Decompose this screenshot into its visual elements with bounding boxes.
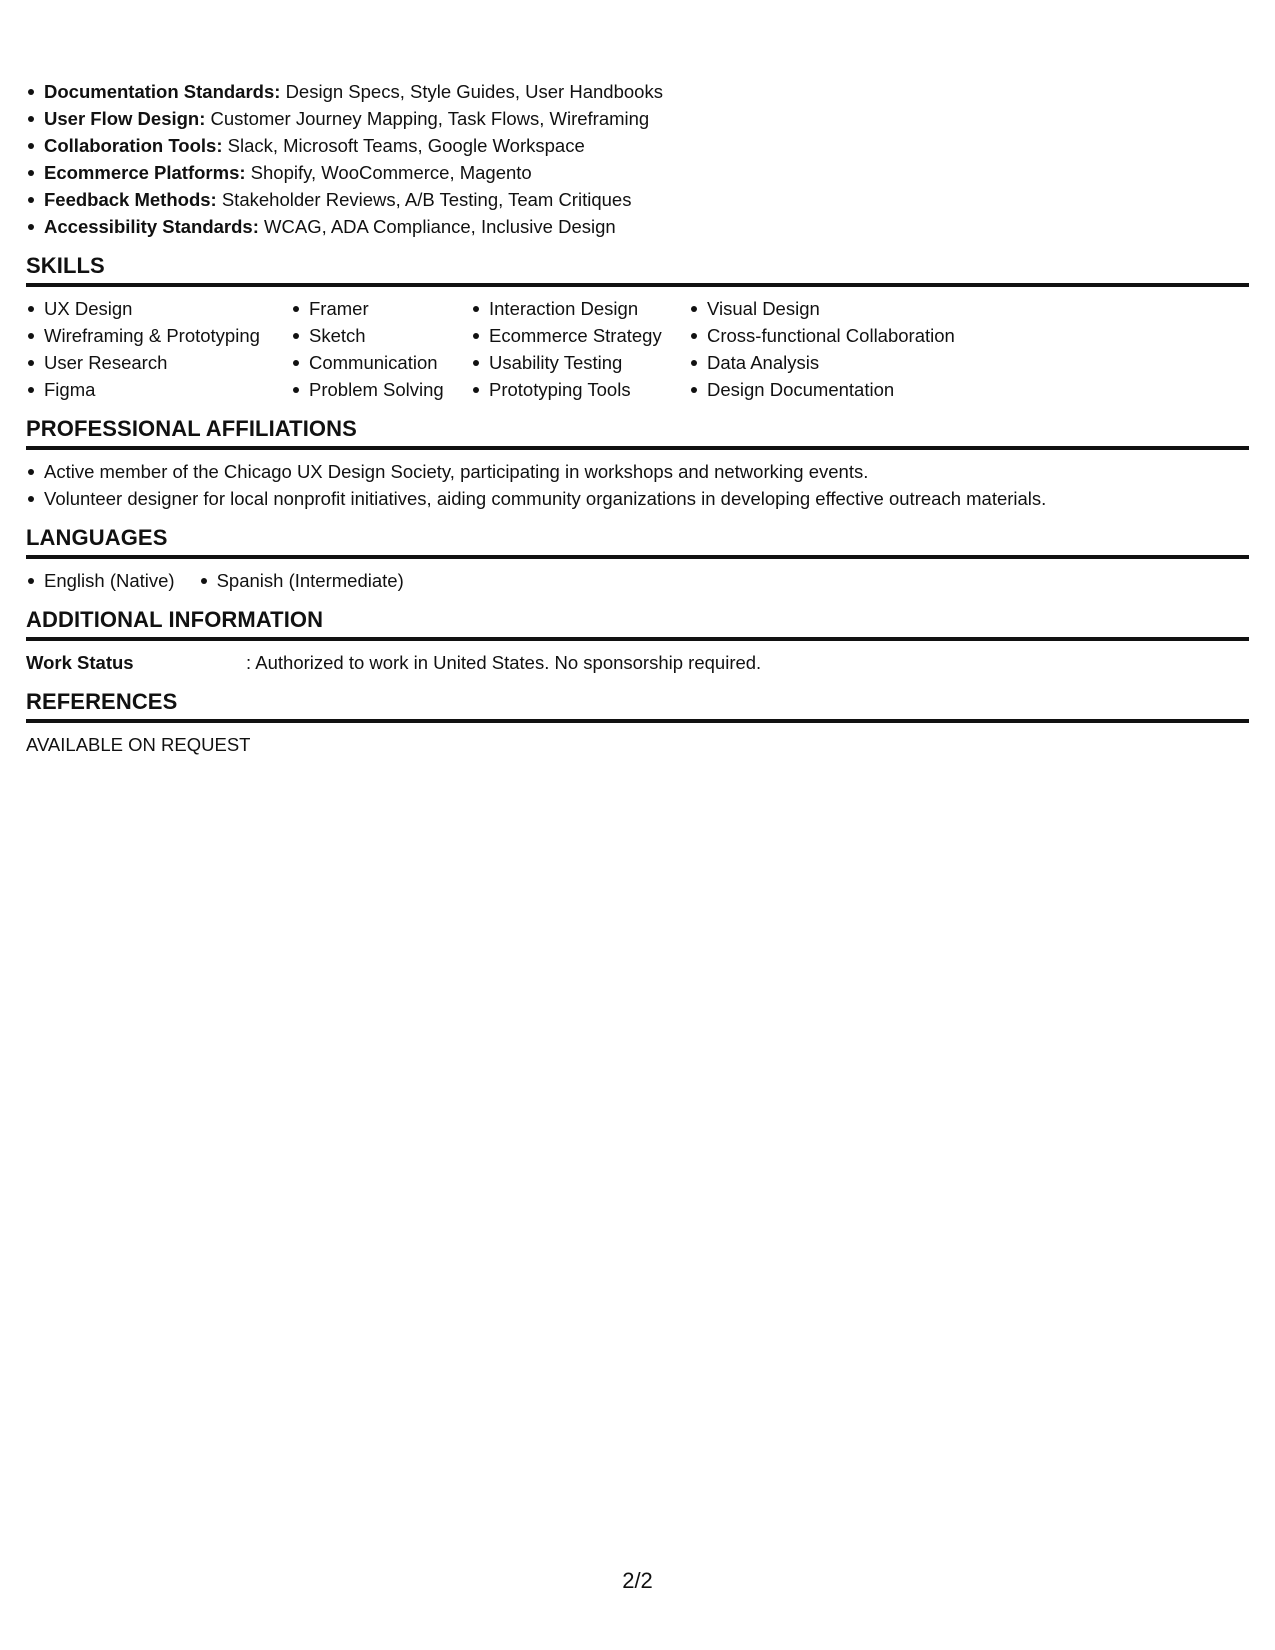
skill-item: Sketch xyxy=(291,322,471,349)
skill-item: Usability Testing xyxy=(471,349,689,376)
affiliation-item: Active member of the Chicago UX Design Society, participating in workshops and networking events. xyxy=(26,458,1249,485)
skill-item: Visual Design xyxy=(689,295,989,322)
item-value: Stakeholder Reviews, A/B Testing, Team Critiques xyxy=(221,189,632,210)
item-value: Customer Journey Mapping, Task Flows, Wireframing xyxy=(210,108,650,129)
section-heading-references: REFERENCES xyxy=(26,676,1249,723)
item-label: User Flow Design: xyxy=(44,108,206,129)
list-item xyxy=(26,105,1249,132)
section-heading-languages: LANGUAGES xyxy=(26,512,1249,559)
skills-section xyxy=(26,240,1249,403)
list-item xyxy=(26,132,1249,159)
skill-item: Cross-functional Collaboration xyxy=(689,322,989,349)
item-label: Accessibility Standards: xyxy=(44,216,259,237)
skill-item: UX Design xyxy=(26,295,291,322)
skills-column xyxy=(471,295,689,403)
languages-list xyxy=(26,559,1249,594)
languages-section xyxy=(26,512,1249,594)
skills-column xyxy=(26,295,291,403)
skill-item: Design Documentation xyxy=(689,376,989,403)
list-item xyxy=(26,186,1249,213)
language-item: English (Native) xyxy=(26,567,175,594)
skill-item: Figma xyxy=(26,376,291,403)
list-item xyxy=(26,78,1249,105)
affiliations-list xyxy=(26,450,1249,512)
skill-item: Ecommerce Strategy xyxy=(471,322,689,349)
item-value: Design Specs, Style Guides, User Handbooks xyxy=(285,81,663,102)
item-value: WCAG, ADA Compliance, Inclusive Design xyxy=(264,216,616,237)
item-value: Shopify, WooCommerce, Magento xyxy=(250,162,532,183)
language-item: Spanish (Intermediate) xyxy=(199,567,404,594)
skills-column xyxy=(689,295,989,403)
section-heading-affiliations: PROFESSIONAL AFFILIATIONS xyxy=(26,403,1249,450)
list-item xyxy=(26,159,1249,186)
work-status-value: : Authorized to work in United States. No sponsorship required. xyxy=(246,652,762,673)
skill-item: Data Analysis xyxy=(689,349,989,376)
item-label: Feedback Methods: xyxy=(44,189,217,210)
references-section xyxy=(26,676,1249,758)
skill-item: Problem Solving xyxy=(291,376,471,403)
skill-item: Communication xyxy=(291,349,471,376)
skill-item: Wireframing & Prototyping xyxy=(26,322,291,349)
section-heading-skills: SKILLS xyxy=(26,240,1249,287)
resume-page xyxy=(26,78,1249,758)
affiliations-section xyxy=(26,403,1249,512)
item-value: Slack, Microsoft Teams, Google Workspace xyxy=(227,135,585,156)
skills-grid xyxy=(26,287,1249,403)
item-label: Ecommerce Platforms: xyxy=(44,162,246,183)
additional-info-section xyxy=(26,594,1249,676)
skill-item: User Research xyxy=(26,349,291,376)
item-label: Collaboration Tools: xyxy=(44,135,223,156)
tools-list xyxy=(26,78,1249,240)
page-number: 2/2 xyxy=(622,1568,653,1593)
skills-column xyxy=(291,295,471,403)
section-heading-additional-info: ADDITIONAL INFORMATION xyxy=(26,594,1249,641)
references-text: AVAILABLE ON REQUEST xyxy=(26,734,251,755)
skill-item: Prototyping Tools xyxy=(471,376,689,403)
skill-item: Interaction Design xyxy=(471,295,689,322)
skill-item: Framer xyxy=(291,295,471,322)
list-item xyxy=(26,213,1249,240)
work-status-row xyxy=(26,641,1249,676)
item-label: Documentation Standards: xyxy=(44,81,281,102)
work-status-label: Work Status xyxy=(26,652,134,673)
affiliation-item: Volunteer designer for local nonprofit initiatives, aiding community organizations in developing effective outreach materials. xyxy=(26,485,1249,512)
